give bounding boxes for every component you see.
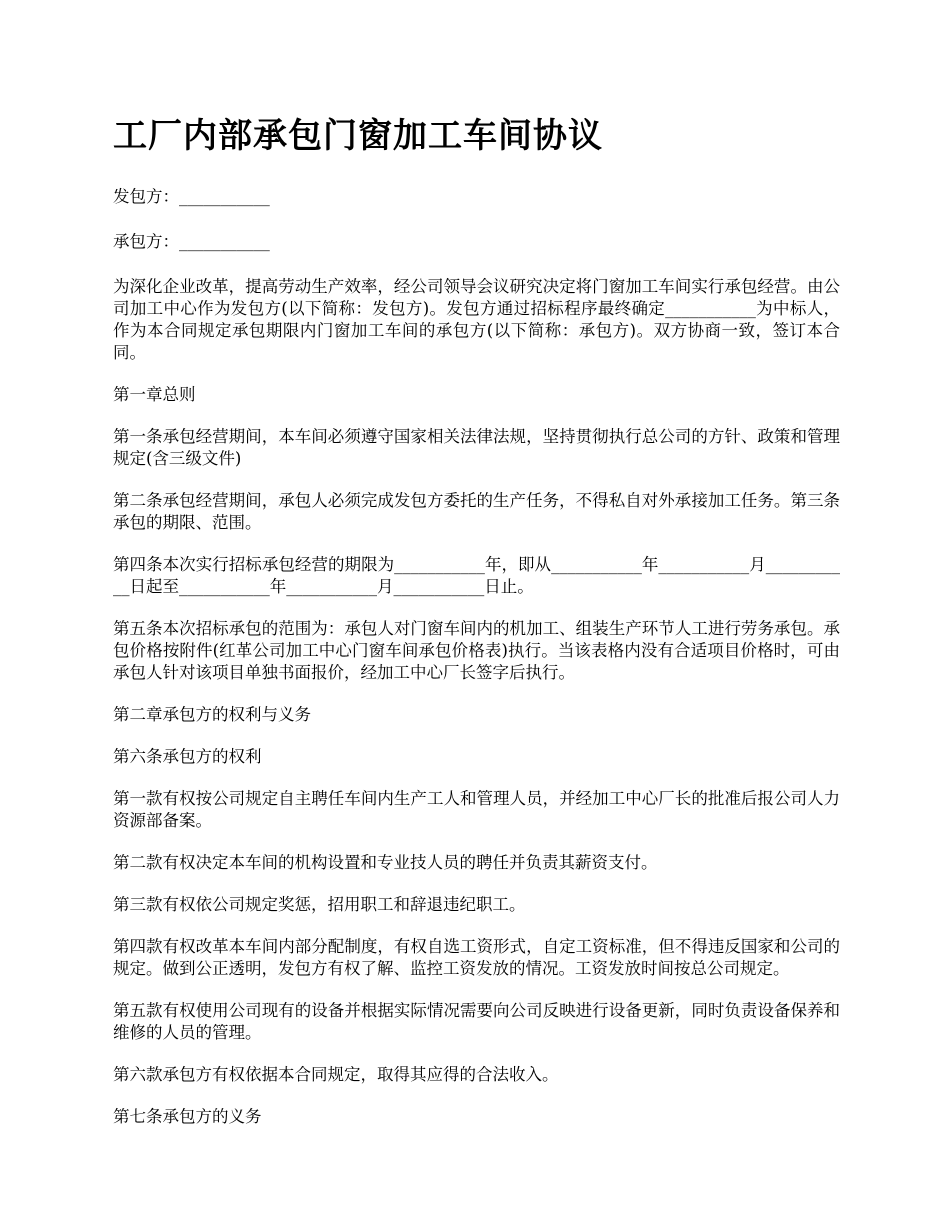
- party-a-line: 发包方：___________: [113, 187, 270, 206]
- party-b-line: 承包方：___________: [113, 232, 270, 251]
- chapter-heading: 第二章承包方的权利与义务: [113, 705, 311, 724]
- clause-paragraph: 第二款有权决定本车间的机构设置和专业技人员的聘任并负责其薪资支付。: [113, 853, 658, 872]
- clause-paragraph: 第一款有权按公司规定自主聘任车间内生产工人和管理人员，并经加工中心厂长的批准后报公司人力资源部备案。: [113, 789, 840, 830]
- article-paragraph: 第五条本次招标承包的范围为：承包人对门窗车间内的机加工、组装生产环节人工进行劳务承包。承包价格按附件(红革公司加工中心门窗车间承包价格表)执行。当该表格内没有合适项目价格时，可由承包人针对该项目单独书面报价，经加工中心厂长签字后执行。: [113, 619, 840, 682]
- article-heading: 第六条承包方的权利: [113, 747, 262, 766]
- document-title: 工厂内部承包门窗加工车间协议: [113, 116, 603, 156]
- clause-paragraph: 第六款承包方有权依据本合同规定，取得其应得的合法收入。: [113, 1065, 559, 1084]
- clause-paragraph: 第五款有权使用公司现有的设备并根据实际情况需要向公司反映进行设备更新，同时负责设备保养和维修的人员的管理。: [113, 1001, 840, 1042]
- article-paragraph: 第一条承包经营期间，本车间必须遵守国家相关法律法规，坚持贯彻执行总公司的方针、政策和管理规定(含三级文件): [113, 427, 840, 468]
- clause-paragraph: 第三款有权依公司规定奖惩，招用职工和辞退违纪职工。: [113, 895, 526, 914]
- article-paragraph: 第二条承包经营期间，承包人必须完成发包方委托的生产任务，不得私自对外承接加工任务。第三条承包的期限、范围。: [113, 491, 840, 532]
- chapter-heading: 第一章总则: [113, 385, 196, 404]
- article-paragraph: 第四条本次实行招标承包经营的期限为___________年，即从___________年___________月___________日起至___________年___________月___________日止。: [113, 555, 840, 596]
- article-heading: 第七条承包方的义务: [113, 1107, 262, 1126]
- preamble-paragraph: 为深化企业改革，提高劳动生产效率，经公司领导会议研究决定将门窗加工车间实行承包经营。由公司加工中心作为发包方(以下简称：发包方)。发包方通过招标程序最终确定___________为中标人，作为本合同规定承包期限内门窗加工车间的承包方(以下简称：承包方)。双方协商一致，签订本合同。: [113, 277, 840, 362]
- clause-paragraph: 第四款有权改革本车间内部分配制度，有权自选工资形式，自定工资标准，但不得违反国家和公司的规定。做到公正透明，发包方有权了解、监控工资发放的情况。工资发放时间按总公司规定。: [113, 937, 840, 978]
